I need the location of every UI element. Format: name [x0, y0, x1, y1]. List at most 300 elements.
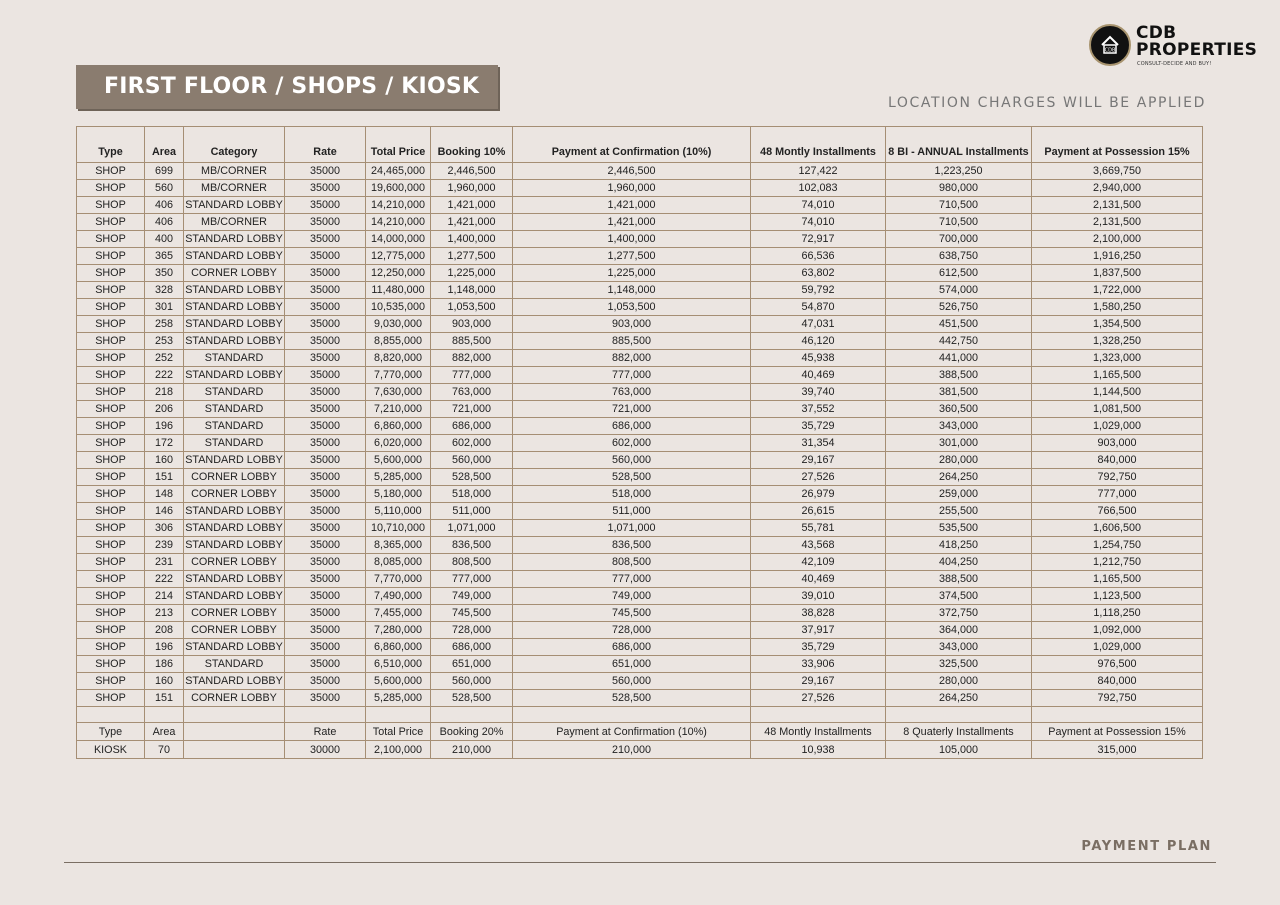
header-cell: Rate: [285, 127, 366, 163]
table-cell: 1,225,000: [513, 265, 751, 282]
table-cell: 264,250: [886, 469, 1032, 486]
kiosk-cell: 210,000: [431, 741, 513, 759]
table-cell: 37,552: [751, 401, 886, 418]
table-row: [77, 690, 1203, 707]
table-cell: 388,500: [886, 367, 1032, 384]
table-cell: SHOP: [77, 231, 145, 248]
table-cell: 638,750: [886, 248, 1032, 265]
table-cell: 777,000: [513, 571, 751, 588]
table-cell: 35000: [285, 469, 366, 486]
brand-name: [1136, 25, 1257, 59]
table-cell: 1,277,500: [513, 248, 751, 265]
table-cell: STANDARD LOBBY: [184, 571, 285, 588]
table-cell: 59,792: [751, 282, 886, 299]
table-cell: 19,600,000: [366, 180, 431, 197]
table-cell: 903,000: [431, 316, 513, 333]
table-cell: 686,000: [431, 639, 513, 656]
table-row: [77, 520, 1203, 537]
brand-name-line2: PROPERTIES: [1136, 40, 1258, 60]
table-cell: 528,500: [431, 469, 513, 486]
table-cell: 710,500: [886, 197, 1032, 214]
table-cell: 1,071,000: [513, 520, 751, 537]
table-cell: STANDARD LOBBY: [184, 452, 285, 469]
table-cell: 602,000: [513, 435, 751, 452]
table-row: [77, 163, 1203, 180]
table-cell: 2,446,500: [513, 163, 751, 180]
table-cell: STANDARD LOBBY: [184, 503, 285, 520]
table-cell: 35000: [285, 282, 366, 299]
table-cell: 7,490,000: [366, 588, 431, 605]
table-cell: 1,421,000: [513, 214, 751, 231]
table-cell: 33,906: [751, 656, 886, 673]
page-title-banner: [76, 65, 498, 109]
table-row: [77, 503, 1203, 520]
table-cell: SHOP: [77, 486, 145, 503]
table-cell: 903,000: [1032, 435, 1203, 452]
table-cell: 35000: [285, 163, 366, 180]
table-cell: 206: [145, 401, 184, 418]
table-cell: SHOP: [77, 333, 145, 350]
table-cell: 2,131,500: [1032, 197, 1203, 214]
table-row: [77, 673, 1203, 690]
table-cell: 1,118,250: [1032, 605, 1203, 622]
table-cell: 196: [145, 418, 184, 435]
table-row: [77, 214, 1203, 231]
brand-name-line1: CDB: [1136, 23, 1177, 43]
table-cell: 27,526: [751, 690, 886, 707]
table-cell: 186: [145, 656, 184, 673]
table-cell: 208: [145, 622, 184, 639]
table-cell: CORNER LOBBY: [184, 265, 285, 282]
table-row: [77, 333, 1203, 350]
table-cell: CORNER LOBBY: [184, 486, 285, 503]
table-cell: 35,729: [751, 418, 886, 435]
table-cell: STANDARD: [184, 418, 285, 435]
table-cell: 24,465,000: [366, 163, 431, 180]
table-cell: 651,000: [513, 656, 751, 673]
table-cell: 35000: [285, 401, 366, 418]
table-cell: 35000: [285, 384, 366, 401]
table-cell: STANDARD LOBBY: [184, 673, 285, 690]
table-cell: 574,000: [886, 282, 1032, 299]
table-cell: 1,400,000: [431, 231, 513, 248]
table-cell: SHOP: [77, 248, 145, 265]
table-cell: 214: [145, 588, 184, 605]
table-cell: 836,500: [431, 537, 513, 554]
table-cell: SHOP: [77, 384, 145, 401]
table-cell: 35000: [285, 622, 366, 639]
table-cell: 980,000: [886, 180, 1032, 197]
table-cell: 840,000: [1032, 673, 1203, 690]
table-cell: 792,750: [1032, 690, 1203, 707]
kiosk-cell: 105,000: [886, 741, 1032, 759]
table-cell: 46,120: [751, 333, 886, 350]
brand-tagline: CONSULT-DECIDE AND BUY!: [1137, 61, 1212, 67]
table-cell: SHOP: [77, 452, 145, 469]
kiosk-cell: 315,000: [1032, 741, 1203, 759]
table-cell: SHOP: [77, 418, 145, 435]
table-cell: 441,000: [886, 350, 1032, 367]
table-cell: 35000: [285, 333, 366, 350]
table-cell: 213: [145, 605, 184, 622]
kiosk-header-cell: Payment at Possession 15%: [1032, 723, 1203, 741]
table-cell: 745,500: [431, 605, 513, 622]
table-cell: SHOP: [77, 520, 145, 537]
table-cell: 301,000: [886, 435, 1032, 452]
table-cell: 442,750: [886, 333, 1032, 350]
table-cell: 325,500: [886, 656, 1032, 673]
table-cell: 374,500: [886, 588, 1032, 605]
table-row: [77, 639, 1203, 656]
table-cell: 5,110,000: [366, 503, 431, 520]
table-cell: 1,323,000: [1032, 350, 1203, 367]
table-cell: 451,500: [886, 316, 1032, 333]
table-cell: 35000: [285, 214, 366, 231]
table-cell: SHOP: [77, 367, 145, 384]
table-cell: SHOP: [77, 350, 145, 367]
table-cell: SHOP: [77, 537, 145, 554]
header-cell: Booking 10%: [431, 127, 513, 163]
table-cell: 418,250: [886, 537, 1032, 554]
table-cell: STANDARD LOBBY: [184, 248, 285, 265]
table-cell: 808,500: [431, 554, 513, 571]
table-cell: 763,000: [431, 384, 513, 401]
table-cell: 528,500: [513, 469, 751, 486]
table-cell: 38,828: [751, 605, 886, 622]
table-cell: SHOP: [77, 588, 145, 605]
table-cell: 35000: [285, 367, 366, 384]
header-cell: 8 BI - ANNUAL Installments: [886, 127, 1032, 163]
table-cell: 1,212,750: [1032, 554, 1203, 571]
table-cell: 1,053,500: [431, 299, 513, 316]
table-cell: 14,000,000: [366, 231, 431, 248]
table-cell: 686,000: [513, 418, 751, 435]
table-cell: 518,000: [431, 486, 513, 503]
table-row: [77, 571, 1203, 588]
table-cell: 602,000: [431, 435, 513, 452]
table-cell: 511,000: [513, 503, 751, 520]
table-cell: 1,225,000: [431, 265, 513, 282]
table-cell: STANDARD LOBBY: [184, 639, 285, 656]
kiosk-cell: KIOSK: [77, 741, 145, 759]
table-row: [77, 418, 1203, 435]
table-cell: 54,870: [751, 299, 886, 316]
table-cell: 35000: [285, 231, 366, 248]
table-row: [77, 367, 1203, 384]
table-cell: 882,000: [513, 350, 751, 367]
table-cell: 74,010: [751, 197, 886, 214]
kiosk-cell: [184, 741, 285, 759]
table-cell: 2,131,500: [1032, 214, 1203, 231]
table-cell: 1,148,000: [431, 282, 513, 299]
kiosk-header-cell: Rate: [285, 723, 366, 741]
table-cell: 792,750: [1032, 469, 1203, 486]
table-row: [77, 401, 1203, 418]
table-cell: STANDARD: [184, 656, 285, 673]
table-cell: 29,167: [751, 673, 886, 690]
table-cell: 55,781: [751, 520, 886, 537]
header-cell: Payment at Possession 15%: [1032, 127, 1203, 163]
shops-table-body: [77, 163, 1203, 707]
table-cell: 14,210,000: [366, 197, 431, 214]
table-cell: 63,802: [751, 265, 886, 282]
table-cell: SHOP: [77, 299, 145, 316]
table-row: [77, 656, 1203, 673]
table-cell: 400: [145, 231, 184, 248]
spacer-row: [77, 707, 1203, 723]
kiosk-cell: 30000: [285, 741, 366, 759]
table-cell: 560,000: [431, 452, 513, 469]
table-cell: STANDARD LOBBY: [184, 282, 285, 299]
table-cell: 1,328,250: [1032, 333, 1203, 350]
table-cell: 528,500: [431, 690, 513, 707]
table-cell: STANDARD LOBBY: [184, 520, 285, 537]
table-cell: CORNER LOBBY: [184, 605, 285, 622]
table-cell: 9,030,000: [366, 316, 431, 333]
table-cell: 12,250,000: [366, 265, 431, 282]
table-cell: 2,940,000: [1032, 180, 1203, 197]
table-cell: 404,250: [886, 554, 1032, 571]
table-cell: STANDARD LOBBY: [184, 367, 285, 384]
table-cell: 40,469: [751, 571, 886, 588]
table-cell: 7,630,000: [366, 384, 431, 401]
location-charges-notice: LOCATION CHARGES WILL BE APPLIED: [888, 95, 1206, 111]
table-cell: 528,500: [513, 690, 751, 707]
kiosk-row: [77, 741, 1203, 759]
table-cell: 35000: [285, 537, 366, 554]
table-cell: STANDARD LOBBY: [184, 588, 285, 605]
table-cell: 763,000: [513, 384, 751, 401]
brand-emblem-icon: [1089, 24, 1131, 66]
table-cell: 535,500: [886, 520, 1032, 537]
header-cell: Area: [145, 127, 184, 163]
table-cell: 160: [145, 673, 184, 690]
table-cell: 6,860,000: [366, 639, 431, 656]
table-cell: 6,020,000: [366, 435, 431, 452]
table-cell: 7,770,000: [366, 571, 431, 588]
table-cell: 882,000: [431, 350, 513, 367]
table-cell: 258: [145, 316, 184, 333]
table-cell: 777,000: [1032, 486, 1203, 503]
table-cell: 560,000: [513, 452, 751, 469]
table-cell: 239: [145, 537, 184, 554]
table-cell: SHOP: [77, 571, 145, 588]
table-row: [77, 248, 1203, 265]
brand-logo: [1089, 24, 1264, 68]
table-cell: STANDARD LOBBY: [184, 299, 285, 316]
table-row: [77, 469, 1203, 486]
table-cell: SHOP: [77, 605, 145, 622]
table-cell: 710,500: [886, 214, 1032, 231]
table-cell: 686,000: [513, 639, 751, 656]
table-cell: 35000: [285, 197, 366, 214]
table-cell: 343,000: [886, 418, 1032, 435]
table-cell: 35000: [285, 520, 366, 537]
table-cell: SHOP: [77, 554, 145, 571]
table-cell: 1,144,500: [1032, 384, 1203, 401]
table-row: [77, 452, 1203, 469]
table-cell: 808,500: [513, 554, 751, 571]
table-cell: 350: [145, 265, 184, 282]
table-cell: SHOP: [77, 656, 145, 673]
table-cell: 885,500: [431, 333, 513, 350]
footer-divider: [64, 862, 1216, 863]
table-cell: 360,500: [886, 401, 1032, 418]
table-cell: 728,000: [431, 622, 513, 639]
table-cell: SHOP: [77, 469, 145, 486]
table-cell: 364,000: [886, 622, 1032, 639]
table-cell: STANDARD LOBBY: [184, 316, 285, 333]
table-cell: 699: [145, 163, 184, 180]
table-cell: 745,500: [513, 605, 751, 622]
kiosk-cell: 2,100,000: [366, 741, 431, 759]
table-row: [77, 554, 1203, 571]
table-cell: 1,960,000: [513, 180, 751, 197]
table-cell: 35000: [285, 656, 366, 673]
table-cell: 885,500: [513, 333, 751, 350]
table-cell: 301: [145, 299, 184, 316]
table-cell: 127,422: [751, 163, 886, 180]
table-cell: 45,938: [751, 350, 886, 367]
table-row: [77, 384, 1203, 401]
table-cell: 840,000: [1032, 452, 1203, 469]
table-row: [77, 537, 1203, 554]
kiosk-cell: 70: [145, 741, 184, 759]
table-cell: SHOP: [77, 265, 145, 282]
table-cell: 1,165,500: [1032, 367, 1203, 384]
table-cell: 172: [145, 435, 184, 452]
header-cell: Type: [77, 127, 145, 163]
table-cell: 560: [145, 180, 184, 197]
table-cell: 8,855,000: [366, 333, 431, 350]
table-row: [77, 486, 1203, 503]
table-cell: 26,979: [751, 486, 886, 503]
table-row: [77, 180, 1203, 197]
table-cell: STANDARD: [184, 384, 285, 401]
table-row: [77, 197, 1203, 214]
table-cell: 35000: [285, 639, 366, 656]
table-cell: 406: [145, 214, 184, 231]
table-cell: 31,354: [751, 435, 886, 452]
table-cell: 2,446,500: [431, 163, 513, 180]
table-cell: 10,710,000: [366, 520, 431, 537]
table-cell: 43,568: [751, 537, 886, 554]
table-cell: 280,000: [886, 673, 1032, 690]
table-cell: 976,500: [1032, 656, 1203, 673]
table-cell: 560,000: [431, 673, 513, 690]
table-cell: 1,722,000: [1032, 282, 1203, 299]
table-cell: SHOP: [77, 282, 145, 299]
table-cell: 35000: [285, 418, 366, 435]
table-cell: 7,770,000: [366, 367, 431, 384]
table-cell: 37,917: [751, 622, 886, 639]
table-cell: 35000: [285, 435, 366, 452]
table-cell: 151: [145, 690, 184, 707]
table-cell: 74,010: [751, 214, 886, 231]
table-cell: 253: [145, 333, 184, 350]
table-cell: 1,092,000: [1032, 622, 1203, 639]
table-cell: SHOP: [77, 316, 145, 333]
table-cell: 836,500: [513, 537, 751, 554]
payment-plan-table: [76, 126, 1203, 759]
table-cell: SHOP: [77, 197, 145, 214]
footer-label: PAYMENT PLAN: [1081, 839, 1212, 854]
table-cell: 12,775,000: [366, 248, 431, 265]
table-cell: 8,365,000: [366, 537, 431, 554]
table-cell: 728,000: [513, 622, 751, 639]
table-cell: 686,000: [431, 418, 513, 435]
table-row: [77, 588, 1203, 605]
table-cell: STANDARD: [184, 401, 285, 418]
table-cell: STANDARD: [184, 350, 285, 367]
table-cell: MB/CORNER: [184, 214, 285, 231]
table-cell: 1,606,500: [1032, 520, 1203, 537]
table-cell: 1,580,250: [1032, 299, 1203, 316]
table-cell: CORNER LOBBY: [184, 690, 285, 707]
table-cell: 1,029,000: [1032, 639, 1203, 656]
table-cell: 372,750: [886, 605, 1032, 622]
table-cell: 39,010: [751, 588, 886, 605]
table-cell: 1,053,500: [513, 299, 751, 316]
table-cell: STANDARD: [184, 435, 285, 452]
table-cell: 280,000: [886, 452, 1032, 469]
table-cell: 35000: [285, 316, 366, 333]
table-cell: 264,250: [886, 690, 1032, 707]
table-cell: 35,729: [751, 639, 886, 656]
table-cell: 612,500: [886, 265, 1032, 282]
table-cell: 7,210,000: [366, 401, 431, 418]
table-cell: CORNER LOBBY: [184, 622, 285, 639]
table-cell: 146: [145, 503, 184, 520]
table-cell: 777,000: [431, 571, 513, 588]
table-cell: 35000: [285, 690, 366, 707]
table-cell: 1,223,250: [886, 163, 1032, 180]
table-cell: SHOP: [77, 163, 145, 180]
table-cell: 66,536: [751, 248, 886, 265]
table-cell: 231: [145, 554, 184, 571]
table-cell: 5,180,000: [366, 486, 431, 503]
table-cell: 8,085,000: [366, 554, 431, 571]
table-cell: 5,600,000: [366, 673, 431, 690]
kiosk-header-cell: Total Price: [366, 723, 431, 741]
table-cell: 35000: [285, 571, 366, 588]
table-cell: 8,820,000: [366, 350, 431, 367]
table-cell: 365: [145, 248, 184, 265]
kiosk-header-cell: Booking 20%: [431, 723, 513, 741]
table-cell: 388,500: [886, 571, 1032, 588]
table-cell: 1,165,500: [1032, 571, 1203, 588]
table-cell: 1,400,000: [513, 231, 751, 248]
kiosk-cell: 210,000: [513, 741, 751, 759]
table-row: [77, 622, 1203, 639]
table-cell: 6,860,000: [366, 418, 431, 435]
kiosk-header-cell: Type: [77, 723, 145, 741]
header-cell: Category: [184, 127, 285, 163]
page-title: FIRST FLOOR / SHOPS / KIOSK: [104, 74, 480, 99]
table-cell: 5,600,000: [366, 452, 431, 469]
table-cell: STANDARD LOBBY: [184, 537, 285, 554]
table-row: [77, 435, 1203, 452]
table-cell: 1,148,000: [513, 282, 751, 299]
table-cell: 148: [145, 486, 184, 503]
kiosk-header-cell: [184, 723, 285, 741]
kiosk-header-row: [77, 723, 1203, 741]
table-cell: 151: [145, 469, 184, 486]
table-cell: 406: [145, 197, 184, 214]
table-cell: MB/CORNER: [184, 163, 285, 180]
svg-text:CDB: CDB: [1104, 47, 1116, 54]
table-cell: 29,167: [751, 452, 886, 469]
